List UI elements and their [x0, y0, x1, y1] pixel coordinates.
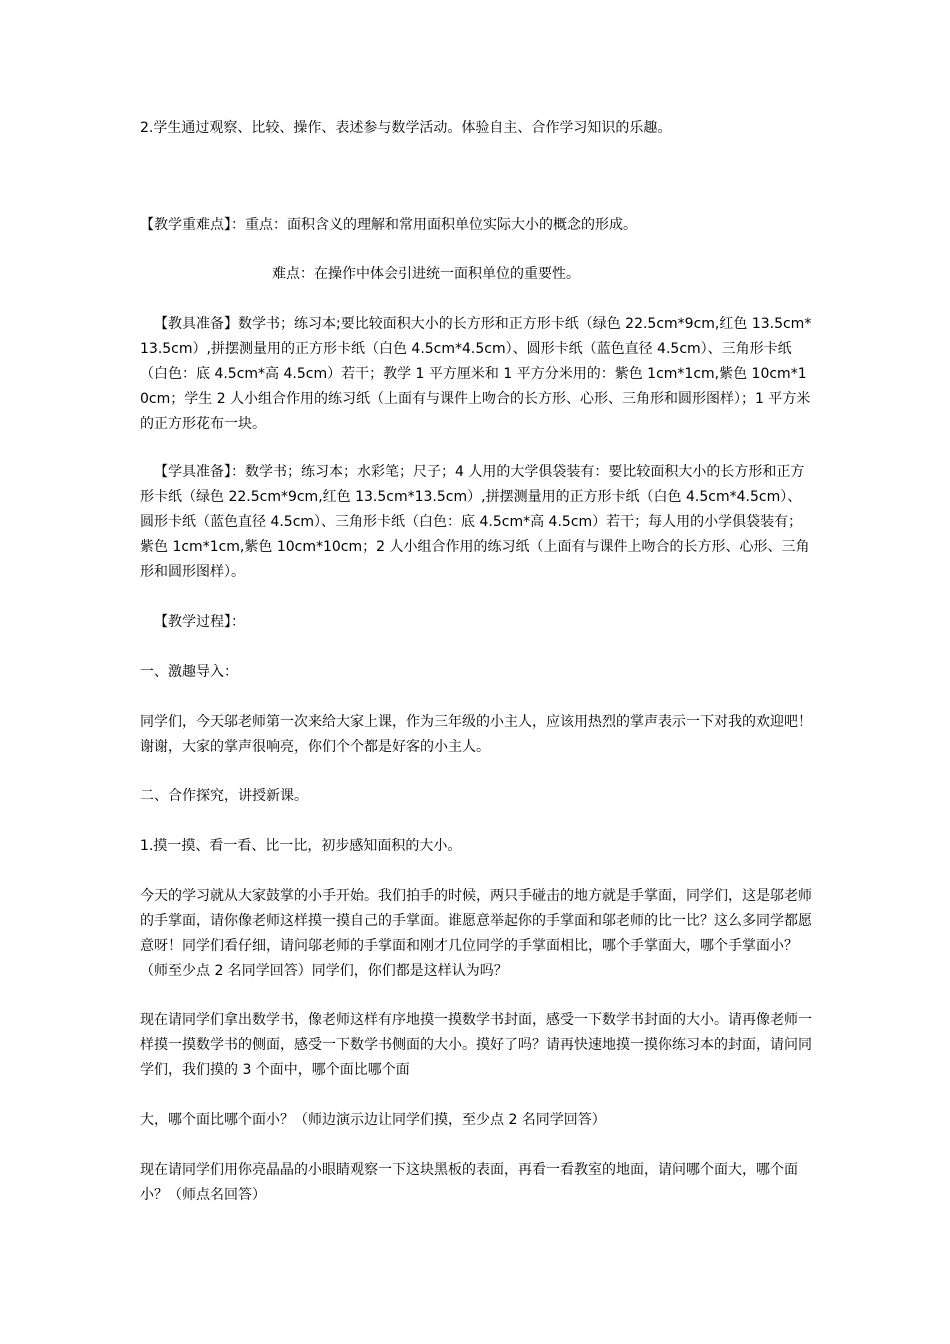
- teaching-process-heading: 【教学过程】：: [154, 614, 245, 630]
- section-2-title: 二、合作探究，讲授新课。: [140, 788, 308, 804]
- section-1-text: 同学们，今天邬老师第一次来给大家上课，作为三年级的小主人，应该用热烈的掌声表示一下对我的欢迎吧！谢谢，大家的掌声很响亮，你们个个都是好客的小主人。: [140, 714, 812, 755]
- section-1-title: 一、激趣导入：: [140, 664, 238, 680]
- paragraph-book-cover: 现在请同学们拿出数学书，像老师这样有序地摸一摸数学书封面，感受一下数学书封面的大小。请再像老师一样摸一摸数学书的侧面，感受一下数学书侧面的大小。摸好了吗？请再快速地摸一摸你练习本的封面，请问同学们，我们摸的 3 个面中，哪个面比哪个面: [140, 1012, 812, 1078]
- student-preparation: 【学具准备】：数学书；练习本；水彩笔；尺子；4 人用的大学俱袋装有：要比较面积大小的长方形和正方形卡纸（绿色 22.5cm*9cm,红色 13.5cm*13.5cm）,拼摆测量用的正方形卡纸（白色 4.5cm*4.5cm）、圆形卡纸（蓝色直径 4.5cm）、三角形卡纸（白色：底 4.5cm*高 4.5cm）若干；每人用的小学俱袋装有；紫色 1cm*1cm,紫色 10cm*10cm；2 人小组合作用的练习纸（上面有与课件上吻合的长方形、心形、三角形和圆形图样）。: [140, 464, 810, 580]
- paragraph-blackboard: 现在请同学们用你亮晶晶的小眼睛观察一下这块黑板的表面，再看一看教室的地面，请问哪个面大，哪个面小？（师点名回答）: [140, 1162, 798, 1203]
- paragraph-palm: 今天的学习就从大家鼓掌的小手开始。我们拍手的时候，两只手碰击的地方就是手掌面，同学们，这是邬老师的手掌面，请你像老师这样摸一摸自己的手掌面。谁愿意举起你的手掌面和邬老师的比一比？这么多同学都愿意呀！同学们看仔细，请问邬老师的手掌面和刚才几位同学的手掌面相比，哪个手掌面大，哪个手掌面小？（师至少点 2 名同学回答）同学们，你们都是这样认为吗？: [140, 888, 812, 979]
- teacher-preparation: 【教具准备】数学书；练习本;要比较面积大小的长方形和正方形卡纸（绿色 22.5cm*9cm,红色 13.5cm*13.5cm）,拼摆测量用的正方形卡纸（白色 4.5cm*4.5cm）、圆形卡纸（蓝色直径 4.5cm）、三角形卡纸（白色：底 4.5cm*高 4.5cm）若干；教学 1 平方厘米和 1 平方分米用的：紫色 1cm*1cm,紫色 10cm*10cm；学生 2 人小组合作用的练习纸（上面有与课件上吻合的长方形、心形、三角形和圆形图样）；1 平方米的正方形花布一块。: [140, 316, 812, 432]
- goal-item-2: 2.学生通过观察、比较、操作、表述参与数学活动。体验自主、合作学习知识的乐趣。: [140, 120, 672, 136]
- difficult-points: 难点：在操作中体会引进统一面积单位的重要性。: [272, 266, 580, 282]
- key-points: 【教学重难点】：重点：面积含义的理解和常用面积单位实际大小的概念的形成。: [140, 217, 637, 233]
- subsection-1-title: 1.摸一摸、看一看、比一比，初步感知面积的大小。: [140, 838, 462, 854]
- paragraph-compare: 大，哪个面比哪个面小？（师边演示边让同学们摸，至少点 2 名同学回答）: [140, 1112, 606, 1128]
